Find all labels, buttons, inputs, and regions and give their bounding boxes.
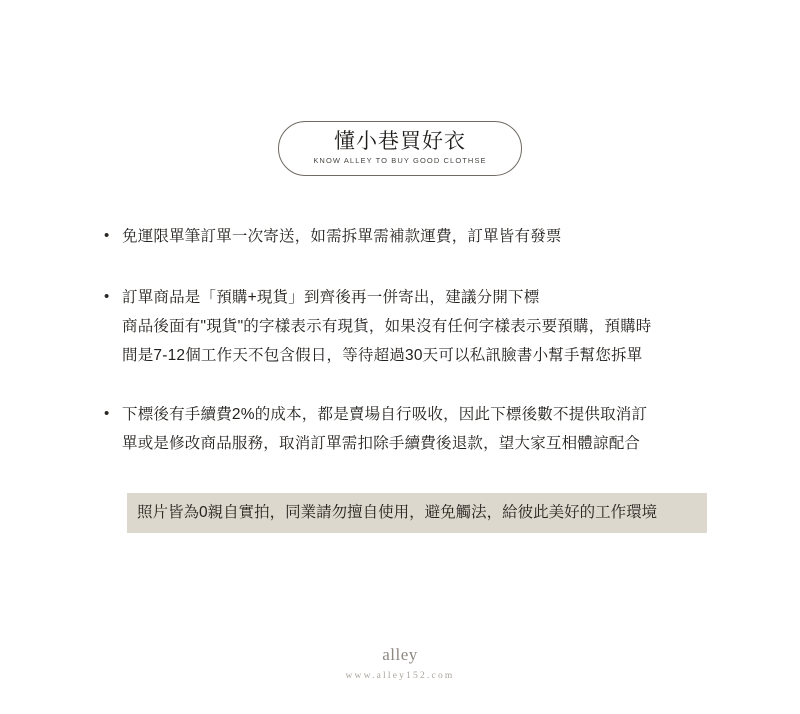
logo-brand-name-cn: 懂小巷買好衣 <box>333 129 466 153</box>
bullet-marker-icon: • <box>104 288 110 305</box>
copyright-notice-banner: 照片皆為0親自實拍，同業請勿擅自使用，避免觸法，給彼此美好的工作環境 <box>127 493 707 533</box>
list-item <box>104 283 720 370</box>
bullet-marker-icon: • <box>104 227 110 244</box>
policy-list <box>104 222 720 458</box>
logo-brand-name-en: KNOW ALLEY TO BUY GOOD CLOTHSE <box>313 156 487 165</box>
list-item-text <box>122 400 720 458</box>
text-line: 訂單商品是「預購+現貨」到齊後再一併寄出，建議分開下標 <box>122 289 540 306</box>
text-line: 單或是修改商品服務，取消訂單需扣除手續費後退款，望大家互相體諒配合 <box>122 435 641 452</box>
footer-website-url: www.alley152.com <box>345 671 455 681</box>
text-line: 商品後面有"現貨"的字樣表示有現貨，如果沒有任何字樣表示要預購，預購時 <box>122 318 652 335</box>
brand-logo <box>0 121 800 176</box>
text-line: 免運限單筆訂單一次寄送，如需拆單需補款運費，訂單皆有發票 <box>122 228 562 245</box>
bullet-marker-icon: • <box>104 405 110 422</box>
logo-badge <box>278 121 521 176</box>
list-item-text <box>122 222 720 251</box>
list-item <box>104 400 720 458</box>
text-line: 下標後有手續費2%的成本，都是賣場自行吸收，因此下標後數不提供取消訂 <box>122 406 648 423</box>
text-line: 間是7-12個工作天不包含假日，等待超過30天可以私訊臉書小幫手幫您拆單 <box>122 347 643 364</box>
list-item-text <box>122 283 720 370</box>
page-footer <box>0 645 800 681</box>
footer-brand-name: alley <box>382 645 418 664</box>
list-item <box>104 222 720 251</box>
